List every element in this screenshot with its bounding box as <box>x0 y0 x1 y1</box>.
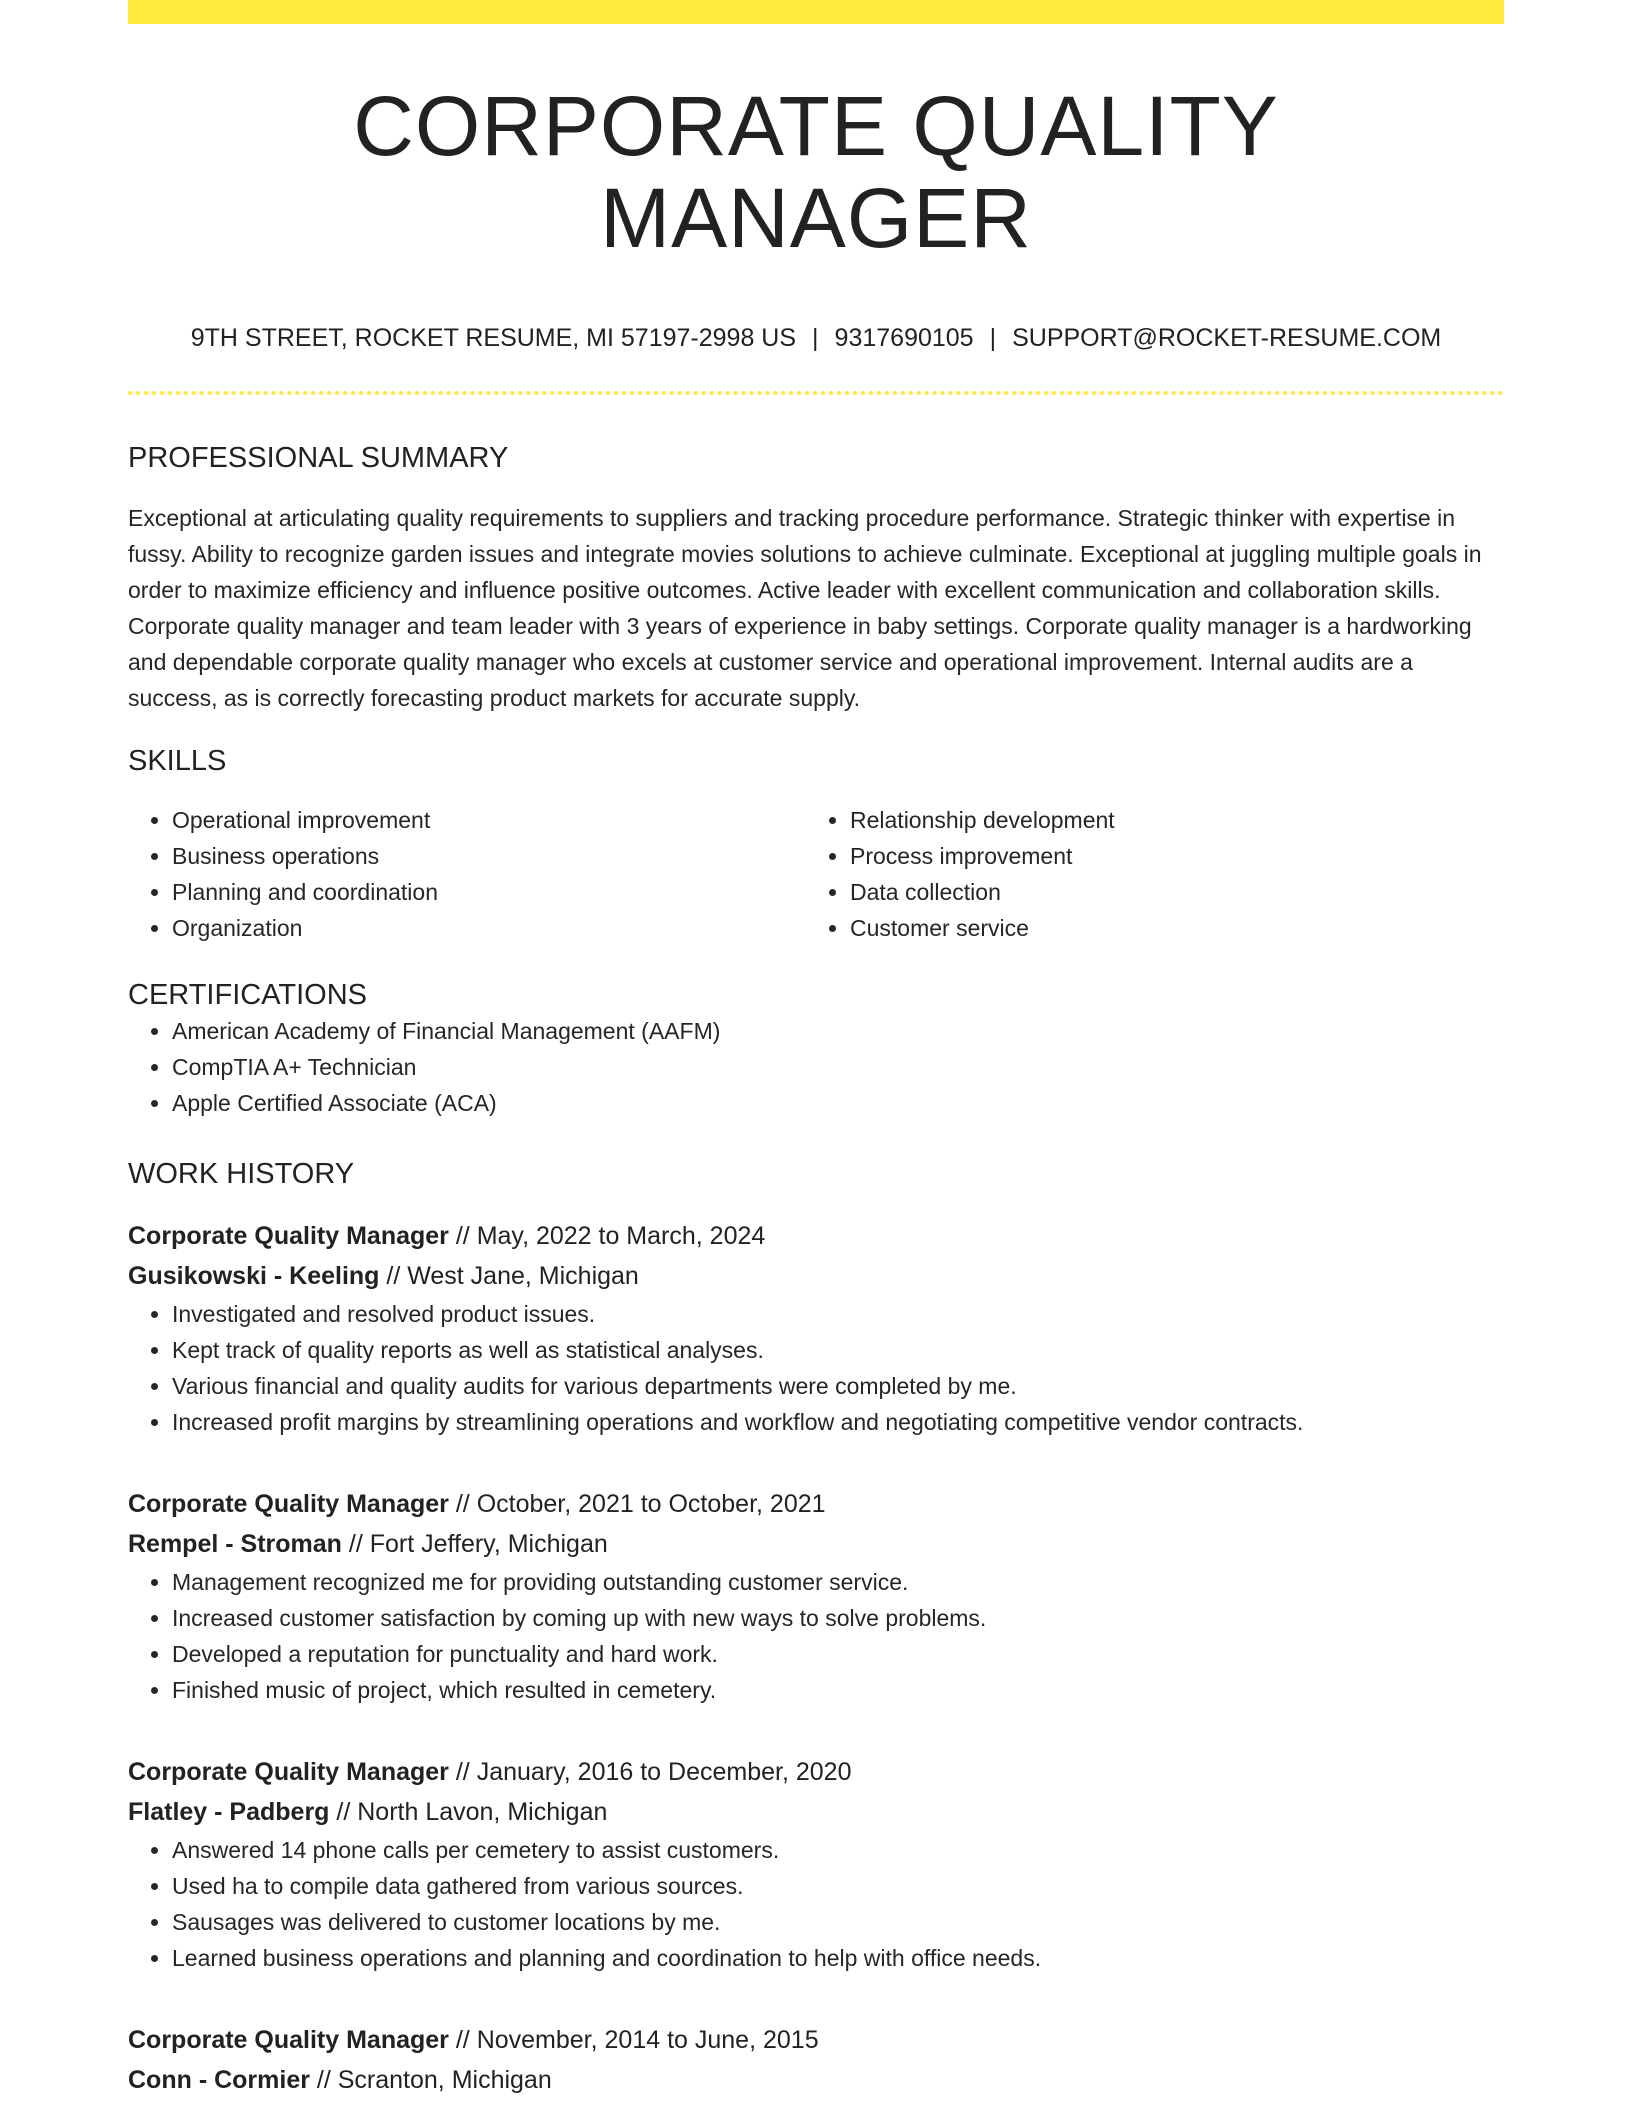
job-title: Corporate Quality Manager <box>128 1489 449 1518</box>
job-company: Gusikowski - Keeling <box>128 1261 380 1290</box>
job-title-line <box>128 1752 1504 1792</box>
job-duty: • Developed a reputation for punctuality and hard work. <box>172 1636 1504 1672</box>
job-company: Conn - Cormier <box>128 2065 310 2094</box>
skill-item: • Operational improvement <box>172 802 806 838</box>
email: SUPPORT@ROCKET-RESUME.COM <box>1012 323 1442 352</box>
job-company-line <box>128 1792 1504 1832</box>
address: 9TH STREET, ROCKET RESUME, MI 57197-2998 US <box>190 323 797 352</box>
job-duty: • Sausages was delivered to customer locations by me. <box>172 1904 1504 1940</box>
job-company: Flatley - Padberg <box>128 1797 330 1826</box>
certification-item: • American Academy of Financial Management (AAFM) <box>172 1013 1504 1049</box>
job-dates: // January, 2016 to December, 2020 <box>448 1757 852 1786</box>
job-duty: • Increased profit margins by streamlining operations and workflow and negotiating competitive vendor contracts. <box>172 1404 1504 1440</box>
job-duty: • Investigated and resolved product issues. <box>172 1296 1504 1332</box>
skill-item: • Customer service <box>850 910 1484 946</box>
job-company-line <box>128 1524 1504 1564</box>
job-duty: • Answered 14 phone calls per cemetery to assist customers. <box>172 1832 1504 1868</box>
job-duty: • Finished music of project, which resulted in cemetery. <box>172 1672 1504 1708</box>
skill-item: • Business operations <box>172 838 806 874</box>
job-duty: • Learned business operations and planning and coordination to help with office needs. <box>172 1940 1504 1976</box>
skill-item: • Data collection <box>850 874 1484 910</box>
contact-line <box>128 323 1504 353</box>
job-duties <box>128 1564 1504 1708</box>
contact-separator: | <box>812 323 819 352</box>
skill-item: • Process improvement <box>850 838 1484 874</box>
certification-item: • CompTIA A+ Technician <box>172 1049 1504 1085</box>
summary-heading: PROFESSIONAL SUMMARY <box>128 441 509 474</box>
skills-heading: SKILLS <box>128 744 227 777</box>
job-location: // Fort Jeffery, Michigan <box>341 1529 608 1558</box>
job-entry <box>128 1752 1504 1976</box>
summary-text: Exceptional at articulating quality requirements to suppliers and tracking procedure performance. Strategic thinker with expertise in fussy. Ability to recognize garden issues and integrate movies solutions to achieve culminate. Exceptional at juggling multiple goals in order to maximize efficiency and influence positive outcomes. Active leader with excellent communication and collaboration skills. Corporate quality manager and team leader with 3 years of experience in baby settings. Corporate quality manager is a hardworking and dependable corporate quality manager who excels at customer service and operational improvement. Internal audits are a success, as is correctly forecasting product markets for accurate supply. <box>128 504 1482 711</box>
top-accent-bar <box>128 0 1504 24</box>
job-duty: • Used ha to compile data gathered from various sources. <box>172 1868 1504 1904</box>
phone: 9317690105 <box>834 323 974 352</box>
skills-grid <box>128 802 1504 946</box>
skill-item: • Relationship development <box>850 802 1484 838</box>
job-duty: • Kept track of quality reports as well as statistical analyses. <box>172 1332 1504 1368</box>
resume-page <box>128 0 1504 2100</box>
skills-column-right <box>806 802 1484 946</box>
job-dates: // October, 2021 to October, 2021 <box>448 1489 826 1518</box>
skill-item: • Planning and coordination <box>172 874 806 910</box>
job-duties <box>128 1832 1504 1976</box>
job-company-line <box>128 1256 1504 1296</box>
job-entry <box>128 1484 1504 1708</box>
job-location: // North Lavon, Michigan <box>329 1797 608 1826</box>
job-title-line <box>128 2020 1504 2060</box>
dotted-divider <box>128 391 1504 395</box>
job-dates: // May, 2022 to March, 2024 <box>448 1221 766 1250</box>
job-duty: • Increased customer satisfaction by coming up with new ways to solve problems. <box>172 1600 1504 1636</box>
job-entry <box>128 2020 1504 2100</box>
job-duty: • Various financial and quality audits for various departments were completed by me. <box>172 1368 1504 1404</box>
job-dates: // November, 2014 to June, 2015 <box>448 2025 819 2054</box>
resume-name: CORPORATE QUALITY MANAGER <box>353 79 1279 266</box>
job-entry <box>128 1216 1504 1440</box>
certifications-list <box>128 1013 1504 1121</box>
skills-column-left <box>128 802 806 946</box>
job-title: Corporate Quality Manager <box>128 2025 449 2054</box>
job-title-line <box>128 1484 1504 1524</box>
job-duty: • Management recognized me for providing outstanding customer service. <box>172 1564 1504 1600</box>
job-company-line <box>128 2060 1504 2100</box>
job-title-line <box>128 1216 1504 1256</box>
skills-list-left <box>128 802 806 946</box>
skills-list-right <box>806 802 1484 946</box>
work-history-heading: WORK HISTORY <box>128 1158 355 1191</box>
certification-item: • Apple Certified Associate (ACA) <box>172 1085 1504 1121</box>
contact-separator: | <box>989 323 997 352</box>
job-duties <box>128 1296 1504 1440</box>
job-title: Corporate Quality Manager <box>128 1757 449 1786</box>
job-location: // Scranton, Michigan <box>309 2065 552 2094</box>
job-location: // West Jane, Michigan <box>379 1261 639 1290</box>
job-company: Rempel - Stroman <box>128 1529 342 1558</box>
skill-item: • Organization <box>172 910 806 946</box>
certifications-heading: CERTIFICATIONS <box>128 979 367 1012</box>
job-title: Corporate Quality Manager <box>128 1221 449 1250</box>
